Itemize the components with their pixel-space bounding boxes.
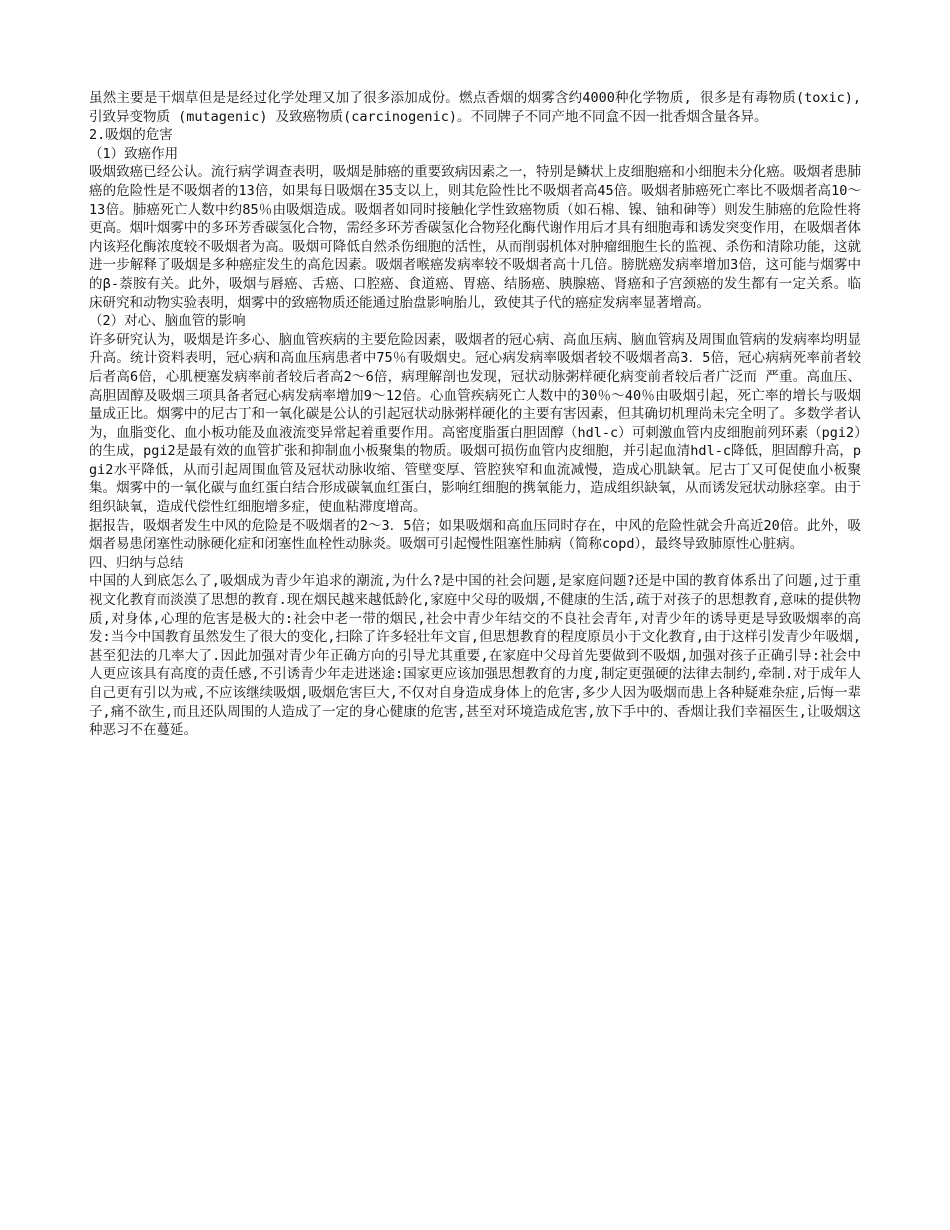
section-2-heading: 2.吸烟的危害 bbox=[89, 127, 173, 144]
section-4-heading: 四、归纳与总结 bbox=[89, 554, 184, 571]
document-body bbox=[89, 89, 861, 740]
conclusion-paragraph: 中国的人到底怎么了,吸烟成为青少年追求的潮流,为什么?是中国的社会问题,是家庭问题?还是中国的教育体系出了问题,过于重视文化教育而淡漠了思想的教育.现在烟民越来越低龄化,家庭中父母的吸烟,不健康的生活,疏于对孩子的思想教育,意味的提供物质,对身体,心理的危害是极大的:社会中老一带的烟民,社会中青少年结交的不良社会青年,对青少年的诱导更是导致吸烟率的高发:当今中国教育虽然发生了很大的变化,扫除了许多轻壮年文盲,但思想教育的程度原员小于文化教育,由于这样引发青少年吸烟,甚至犯法的几率大了.因此加强对青少年正确方向的引导尤其重要,在家庭中父母首先要做到不吸烟,加强对孩子正确引导:社会中人更应该具有高度的责任感,不引诱青少年走进迷途:国家更应该加强思想教育的力度,制定更强硬的法律去制约,牵制.对于成年人自己更有引以为戒,不应该继续吸烟,吸烟危害巨大,不仅对自身造成身体上的危害,多少人因为吸烟而患上各种疑难杂症,后悔一辈子,痛不欲生,而且还队周围的人造成了一定的身心健康的危害,甚至对环境造成危害,放下手中的、香烟让我们幸福医生,让吸烟这种恶习不在蔓延。 bbox=[89, 573, 861, 739]
cardiovascular-paragraph: 许多研究认为，吸烟是许多心、脑血管疾病的主要危险因素，吸烟者的冠心病、高血压病、脑血管病及周围血管病的发病率均明显升高。统计资料表明，冠心病和高血压病患者中75％有吸烟史。冠心病发病率吸烟者较不吸烟者高3．5倍，冠心病病死率前者较后者高6倍，心肌梗塞发病率前者较后者高2～6倍，病理解剖也发现，冠状动脉粥样硬化病变前者较后者广泛而 严重。高血压、高胆固醇及吸烟三项具备者冠心病发病率增加9～12倍。心血管疾病死亡人数中的30％～40％由吸烟引起，死亡率的增长与吸烟量成正比。烟雾中的尼古丁和一氧化碳是公认的引起冠状动脉粥样硬化的主要有害因素，但其确切机理尚未完全明了。多数学者认为，血脂变化、血小板功能及血液流变异常起着重要作用。高密度脂蛋白胆固醇（hdl-c）可刺激血管内皮细胞前列环素（pgi2）的生成，pgi2是最有效的血管扩张和抑制血小板聚集的物质。吸烟可损伤血管内皮细胞，并引起血清hdl-c降低，胆固醇升高，pgi2水平降低，从而引起周围血管及冠状动脉收缩、管壁变厚、管腔狭窄和血流减慢，造成心肌缺氧。尼古丁又可促使血小板聚集。烟雾中的一氧化碳与血红蛋白结合形成碳氧血红蛋白，影响红细胞的携氧能力，造成组织缺氧，从而诱发冠状动脉痉挛。由于组织缺氧，造成代偿性红细胞增多症，使血粘滞度增高。 bbox=[89, 331, 861, 516]
stroke-paragraph: 据报告，吸烟者发生中风的危险是不吸烟者的2～3．5倍；如果吸烟和高血压同时存在，中风的危险性就会升高近20倍。此外，吸烟者易患闭塞性动脉硬化症和闭塞性血栓性动脉炎。吸烟可引起慢性阻塞性肺病（简称copd），最终导致肺原性心脏病。 bbox=[89, 517, 861, 553]
subsection-cardiovascular-heading: （2）对心、脑血管的影响 bbox=[89, 313, 246, 330]
intro-paragraph: 虽然主要是干烟草但是是经过化学处理又加了很多添加成份。燃点香烟的烟雾含约4000种化学物质, 很多是有毒物质(toxic),引致异变物质 (mutagenic) 及致癌物质(carcinogenic)。不同牌子不同产地不同盒不因一批香烟含量各异。 bbox=[89, 90, 861, 125]
subsection-carcinogenic-heading: （1）致癌作用 bbox=[89, 145, 179, 162]
carcinogenic-paragraph: 吸烟致癌已经公认。流行病学调查表明，吸烟是肺癌的重要致病因素之一，特别是鳞状上皮细胞癌和小细胞未分化癌。吸烟者患肺癌的危险性是不吸烟者的13倍，如果每日吸烟在35支以上，则其危险性比不吸烟者高45倍。吸烟者肺癌死亡率比不吸烟者高10～13倍。肺癌死亡人数中约85％由吸烟造成。吸烟者如同时接触化学性致癌物质（如石棉、镍、铀和砷等）则发生肺癌的危险性将更高。烟叶烟雾中的多环芳香碳氢化合物，需经多环芳香碳氢化合物羟化酶代谢作用后才具有细胞毒和诱发突变作用，在吸烟者体内该羟化酶浓度较不吸烟者为高。吸烟可降低自然杀伤细胞的活性，从而削弱机体对肿瘤细胞生长的监视、杀伤和清除功能，这就进一步解释了吸烟是多种癌症发生的高危因素。吸烟者喉癌发病率较不吸烟者高十几倍。膀胱癌发病率增加3倍，这可能与烟雾中的β-萘胺有关。此外，吸烟与唇癌、舌癌、口腔癌、食道癌、胃癌、结肠癌、胰腺癌、肾癌和子宫颈癌的发生都有一定关系。临床研究和动物实验表明，烟雾中的致癌物质还能通过胎盘影响胎儿，致使其子代的癌症发病率显著增高。 bbox=[89, 164, 861, 311]
